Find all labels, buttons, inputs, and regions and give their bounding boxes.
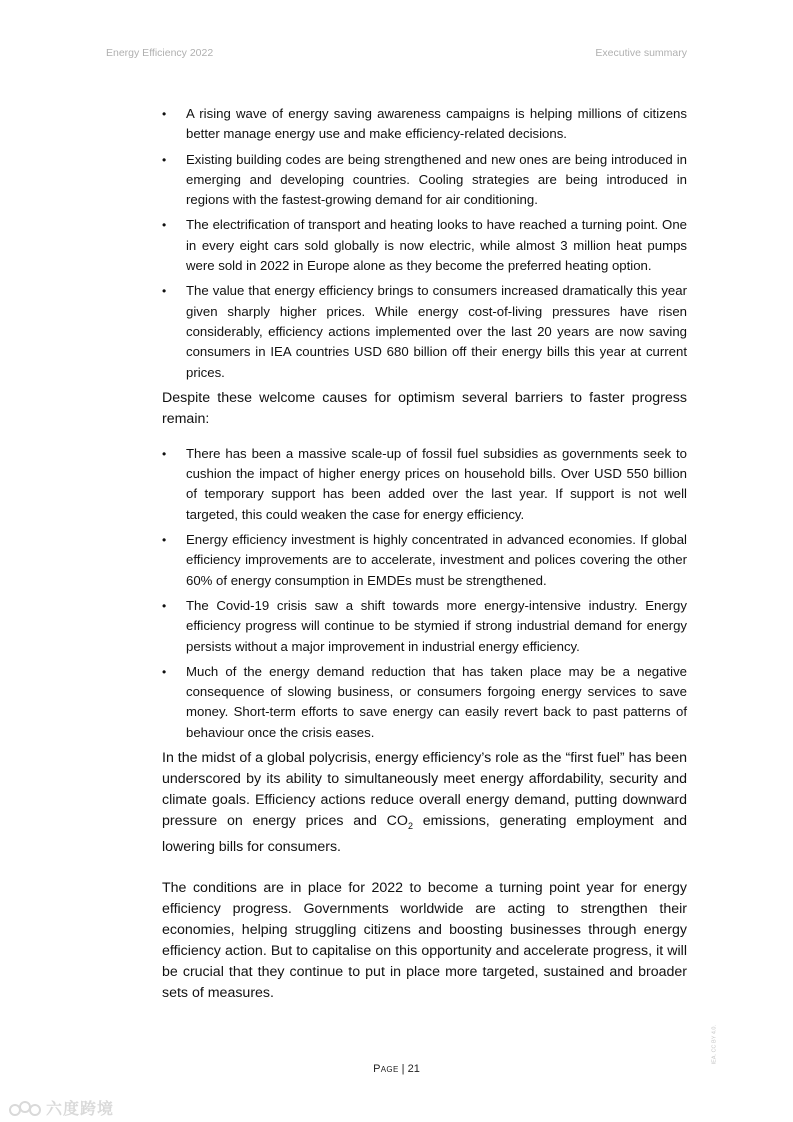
paragraph-polycrisis-text-end: emissions, generating employment and lowering bills for consumers. [162, 813, 687, 855]
page-number: 21 [407, 1063, 420, 1075]
license-note: IEA. CC BY 4.0. [711, 1025, 717, 1065]
paragraph-polycrisis-text: In the midst of a global polycrisis, energy efficiency’s role as the “first fuel” has been underscored by its ability to simultaneously meet energy affordability, security and climate goals. Efficiency actions reduce overall energy demand, putting downward pressure on energy prices and CO [162, 750, 687, 830]
list-item: • Energy efficiency investment is highly concentrated in advanced economies. If global efficiency improvements are to accelerate, investment and polices covering the other 60% of energy consumption in EMDEs must be strengthened. [162, 530, 687, 591]
list-item: • The electrification of transport and heating looks to have reached a turning point. One in every eight cars sold globally is now electric, while almost 3 million heat pumps were sold in 2022 in Europe alone as they become the preferred heating option. [162, 215, 687, 276]
bullet-list-progress [162, 104, 687, 383]
list-item: • The value that energy efficiency brings to consumers increased dramatically this year given sharply higher prices. While energy cost-of-living pressures have risen considerably, efficiency actions implemented over the last 20 years are now saving consumers in IEA countries USD 680 billion off their energy bills this year at current prices. [162, 281, 687, 382]
paragraph-barriers: Despite these welcome causes for optimism several barriers to faster progress remain: [162, 389, 687, 427]
list-item: • Much of the energy demand reduction that has taken place may be a negative consequence of slowing business, or consumers forgoing energy services to save money. Short-term efforts to save energy can easily revert back to past patterns of behaviour once the crisis eases. [162, 662, 687, 743]
list-item: • There has been a massive scale-up of fossil fuel subsidies as governments seek to cushion the impact of higher energy prices on household bills. Over USD 550 billion of temporary support has been added over the last year. If support is not well targeted, this could weaken the case for energy efficiency. [162, 444, 687, 525]
watermark-text: 六度跨境 [46, 1101, 115, 1118]
paragraph-polycrisis [162, 748, 687, 858]
watermark [8, 1096, 114, 1119]
list-item: • A rising wave of energy saving awareness campaigns is helping millions of citizens better manage energy use and make efficiency-related decisions. [162, 104, 687, 145]
running-header-section: Executive summary [595, 47, 687, 59]
page-label: Page [373, 1063, 399, 1075]
co2-subscript: 2 [407, 820, 413, 831]
bullet-list-barriers [162, 444, 687, 743]
page-body [162, 104, 687, 1004]
paragraph-conditions: The conditions are in place for 2022 to become a turning point year for energy efficiency progress. Governments worldwide are acting to strengthen their economies, helping struggling citizens and boosting businesses through energy efficiency action. But to capitalise on this opportunity and accelerate progress, it will be crucial that they continue to put in place more targeted, sustained and broader sets of measures. [162, 879, 687, 1001]
page-footer [0, 1063, 793, 1075]
running-header-title: Energy Efficiency 2022 [106, 47, 214, 59]
watermark-logo-icon [8, 1098, 42, 1118]
list-item: • The Covid-19 crisis saw a shift towards more energy-intensive industry. Energy efficiency progress will continue to be stymied if strong industrial demand for energy persists without a major improvement in industrial energy efficiency. [162, 596, 687, 657]
list-item: • Existing building codes are being strengthened and new ones are being introduced in emerging and developing countries. Cooling strategies are being introduced in regions with the fastest-growing demand for air conditioning. [162, 150, 687, 211]
page-separator: | [398, 1063, 408, 1075]
